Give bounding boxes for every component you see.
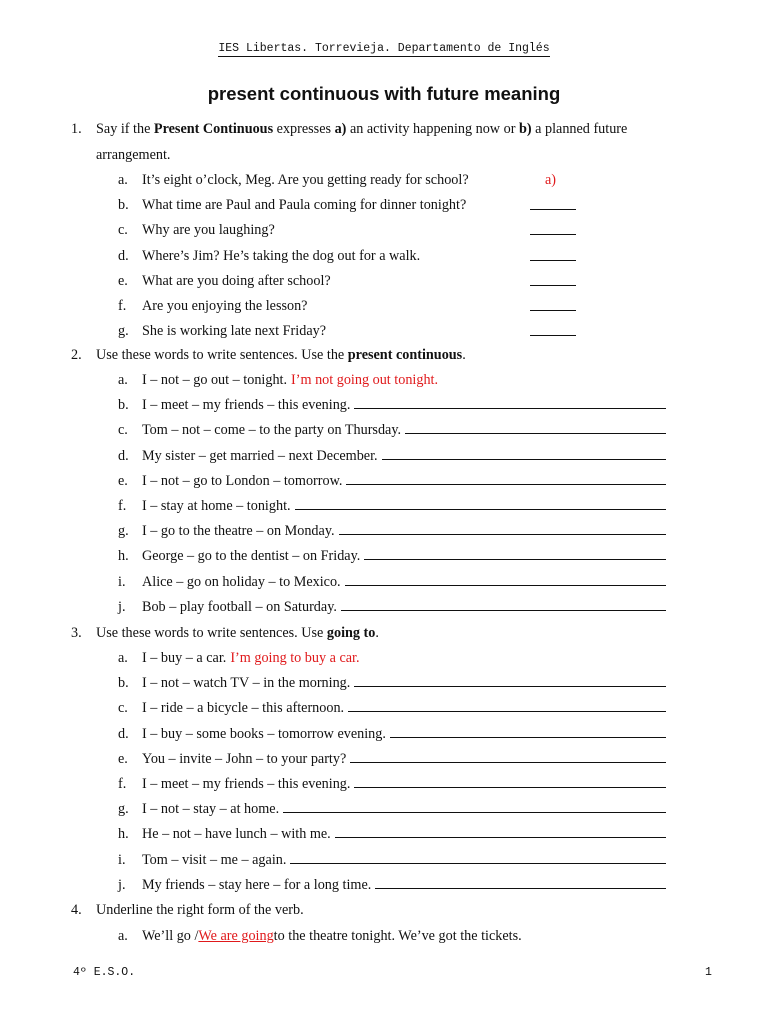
prompt-text: I – not – go out – tonight. xyxy=(142,372,288,388)
prompt-text: I – go to the theatre – on Monday. xyxy=(142,523,335,540)
item-letter: a. xyxy=(118,650,128,666)
question-text-continued: arrangement. xyxy=(96,147,171,163)
prompt-text: I – not – watch TV – in the morning. xyxy=(142,675,351,692)
item-text xyxy=(142,371,438,389)
item-text xyxy=(142,573,666,591)
item-text: Are you enjoying the lesson? xyxy=(142,298,308,314)
answer-line[interactable] xyxy=(354,396,666,409)
prompt-text: You – invite – John – to your party? xyxy=(142,750,347,767)
item-letter: d. xyxy=(118,447,129,464)
item-text xyxy=(142,750,666,768)
question-text xyxy=(96,120,627,138)
prompt-text: I – not – go to London – tomorrow. xyxy=(142,472,343,489)
item-letter: a. xyxy=(118,172,128,188)
item-text xyxy=(142,447,666,465)
item-text xyxy=(142,851,666,869)
item-text xyxy=(142,396,666,414)
item-letter: b. xyxy=(118,197,129,214)
item-text: What are you doing after school? xyxy=(142,272,331,289)
item-text xyxy=(142,725,666,743)
answer-line[interactable] xyxy=(341,598,666,611)
item-letter: b. xyxy=(118,397,129,414)
question-number: 1. xyxy=(71,121,82,137)
item-text xyxy=(142,649,360,667)
text-fragment: We’ll go / xyxy=(142,928,199,944)
item-letter: a. xyxy=(118,928,128,944)
item-letter: h. xyxy=(118,826,129,843)
answer-blank[interactable] xyxy=(530,272,576,286)
item-text xyxy=(142,699,666,717)
prompt-text: Tom – not – come – to the party on Thursday. xyxy=(142,422,402,439)
prompt-text: I – ride – a bicycle – this afternoon. xyxy=(142,700,345,717)
answer-line[interactable] xyxy=(345,573,666,586)
answer-line[interactable] xyxy=(290,851,666,864)
item-letter: a. xyxy=(118,372,128,388)
answer-line[interactable] xyxy=(390,725,666,738)
item-letter: d. xyxy=(118,725,129,742)
question-text xyxy=(96,624,379,642)
answer-text: a) xyxy=(545,172,557,188)
text-fragment: Use these words to write sentences. Use xyxy=(96,625,327,641)
item-letter: e. xyxy=(118,750,128,767)
item-letter: g. xyxy=(118,323,129,340)
item-text: Why are you laughing? xyxy=(142,222,275,239)
bold-text: going to xyxy=(326,625,376,641)
item-text: What time are Paul and Paula coming for dinner tonight? xyxy=(142,197,467,214)
item-text: Where’s Jim? He’s taking the dog out for a walk. xyxy=(142,247,421,264)
item-text xyxy=(142,522,666,540)
bold-text: b) xyxy=(518,121,532,137)
answer-line[interactable] xyxy=(283,800,666,813)
answer-line[interactable] xyxy=(335,825,666,838)
answer-line[interactable] xyxy=(295,497,666,510)
item-letter: h. xyxy=(118,548,129,565)
answer-blank[interactable] xyxy=(530,322,576,336)
text-fragment: Say if the xyxy=(96,121,154,137)
prompt-text: I – buy – a car. xyxy=(142,650,227,666)
item-letter: b. xyxy=(118,675,129,692)
bold-text: present continuous xyxy=(347,347,463,363)
answer-line[interactable] xyxy=(339,522,666,535)
prompt-text: Bob – play football – on Saturday. xyxy=(142,598,337,615)
answer-line[interactable] xyxy=(348,699,666,712)
underlined-answer[interactable]: We are going xyxy=(198,928,274,944)
answer-blank[interactable] xyxy=(530,221,576,235)
answer-line[interactable] xyxy=(354,775,666,788)
item-letter: d. xyxy=(118,247,129,264)
item-text xyxy=(142,927,522,945)
item-letter: f. xyxy=(118,498,127,514)
footer-course: 4º E.S.O. xyxy=(73,966,136,979)
bold-text: Present Continuous xyxy=(153,121,274,137)
item-letter: g. xyxy=(118,801,129,818)
answer-line[interactable] xyxy=(405,421,666,434)
answer-line[interactable] xyxy=(354,674,666,687)
text-fragment: to the theatre tonight. We’ve got the tickets. xyxy=(273,928,522,944)
question-number: 2. xyxy=(71,347,82,363)
item-letter: g. xyxy=(118,523,129,540)
item-text xyxy=(142,497,666,515)
item-text xyxy=(142,825,666,843)
prompt-text: He – not – have lunch – with me. xyxy=(142,826,331,843)
item-text: It’s eight o’clock, Meg. Are you getting ready for school? xyxy=(142,172,469,188)
answer-line[interactable] xyxy=(382,447,666,460)
answer-blank[interactable] xyxy=(530,297,576,311)
prompt-text: Tom – visit – me – again. xyxy=(142,851,287,868)
answer-line[interactable] xyxy=(350,750,666,763)
question-number: 3. xyxy=(71,625,82,641)
item-text xyxy=(142,472,666,490)
item-letter: e. xyxy=(118,272,128,289)
prompt-text: I – not – stay – at home. xyxy=(142,801,280,818)
text-fragment: . xyxy=(462,347,466,363)
item-letter: c. xyxy=(118,422,128,439)
item-letter: j. xyxy=(118,876,126,893)
prompt-text: My friends – stay here – for a long time. xyxy=(142,876,372,893)
question-text: Underline the right form of the verb. xyxy=(96,902,304,918)
answer-blank[interactable] xyxy=(530,196,576,210)
item-letter: c. xyxy=(118,700,128,717)
item-letter: f. xyxy=(118,776,127,792)
question-number: 4. xyxy=(71,902,82,918)
prompt-text: I – buy – some books – tomorrow evening. xyxy=(142,725,386,742)
answer-line[interactable] xyxy=(364,547,666,560)
item-text xyxy=(142,876,666,894)
text-fragment: a planned future xyxy=(531,121,628,137)
page-number: 1 xyxy=(705,966,712,979)
item-text xyxy=(142,547,666,565)
item-letter: i. xyxy=(118,851,126,868)
prompt-text: Alice – go on holiday – to Mexico. xyxy=(142,573,341,590)
item-text xyxy=(142,800,666,818)
page-header xyxy=(0,42,768,55)
item-letter: i. xyxy=(118,573,126,590)
answer-text: I’m not going out tonight. xyxy=(291,372,439,388)
answer-text: I’m going to buy a car. xyxy=(230,650,360,666)
item-letter: c. xyxy=(118,222,128,239)
item-letter: j. xyxy=(118,598,126,615)
item-text: She is working late next Friday? xyxy=(142,323,327,340)
prompt-text: I – meet – my friends – this evening. xyxy=(142,776,351,792)
item-text xyxy=(142,775,666,793)
prompt-text: My sister – get married – next December. xyxy=(142,447,378,464)
answer-blank[interactable] xyxy=(530,247,576,261)
prompt-text: George – go to the dentist – on Friday. xyxy=(142,548,361,565)
text-fragment: Use these words to write sentences. Use the xyxy=(96,347,348,363)
item-text xyxy=(142,674,666,692)
text-fragment: . xyxy=(375,625,379,641)
text-fragment: expresses xyxy=(273,121,335,137)
header-text: IES Libertas. Torrevieja. Departamento de Inglés xyxy=(218,42,550,55)
answer-line[interactable] xyxy=(346,472,666,485)
prompt-text: I – meet – my friends – this evening. xyxy=(142,397,351,414)
item-letter: f. xyxy=(118,298,127,314)
text-fragment: an activity happening now or xyxy=(346,121,519,137)
item-letter: e. xyxy=(118,472,128,489)
answer-line[interactable] xyxy=(375,876,666,889)
item-text xyxy=(142,598,666,616)
page-title: present continuous with future meaning xyxy=(207,83,561,104)
question-text xyxy=(96,346,466,364)
bold-text: a) xyxy=(334,121,347,137)
prompt-text: I – stay at home – tonight. xyxy=(142,498,291,514)
item-text xyxy=(142,421,666,439)
